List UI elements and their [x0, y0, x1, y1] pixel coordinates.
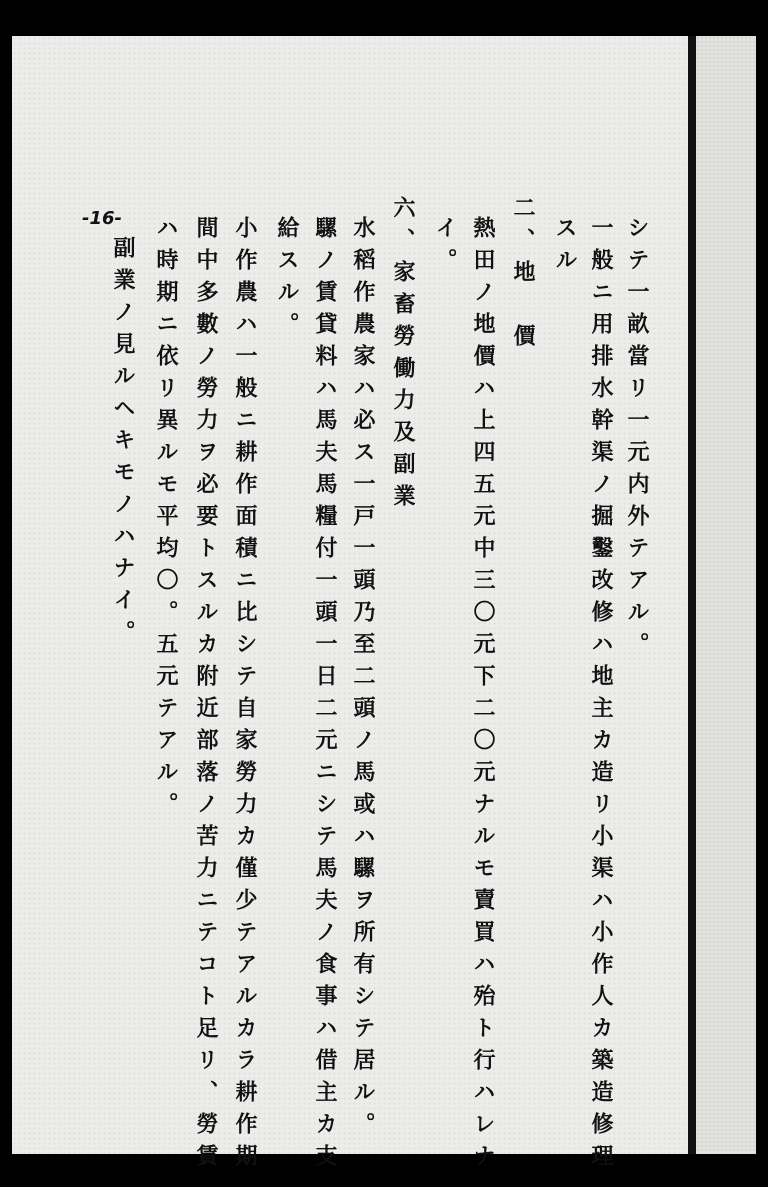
- text-column-6: イ。: [432, 216, 458, 280]
- section-heading-livestock: 六、家畜勞働力及副業: [390, 196, 416, 516]
- text-column-1: シテ一畝當リ一元内外テアル。: [624, 216, 650, 664]
- text-column-12: 間中多數ノ勞力ヲ必要トスルカ附近部落ノ苦力ニテコト足リ、勞賃: [193, 216, 219, 1176]
- text-column-3: スル: [552, 216, 578, 280]
- text-column-13: ハ時期ニ依リ異ルモ平均〇。五元テアル。: [153, 216, 179, 824]
- text-column-5: 熱田ノ地價ハ上四五元中三〇元下二〇元ナルモ賣買ハ殆ト行ハレナ: [470, 216, 496, 1176]
- text-column-9: 騾ノ賃貸料ハ馬夫馬糧付一頭一日二元ニシテ馬夫ノ食事ハ借主カ支: [312, 216, 338, 1176]
- adjacent-page-edge: [696, 36, 756, 1154]
- book-spine: [688, 36, 696, 1154]
- text-column-11: 小作農ハ一般ニ耕作面積ニ比シテ自家勞力カ僅少テアルカラ耕作期: [232, 216, 258, 1176]
- section-heading-land-price: 二、地 價: [510, 196, 536, 356]
- page-number: -16-: [82, 208, 122, 229]
- text-column-14: 副業ノ見ルヘキモノハナイ。: [110, 236, 136, 652]
- text-column-10: 給スル。: [274, 216, 300, 344]
- text-column-2: 一般ニ用排水幹渠ノ掘鑿改修ハ地主カ造リ小渠ハ小作人カ築造修理: [588, 216, 614, 1176]
- text-column-8: 水稻作農家ハ必ス一戸一頭乃至二頭ノ馬或ハ騾ヲ所有シテ居ル。: [350, 216, 376, 1144]
